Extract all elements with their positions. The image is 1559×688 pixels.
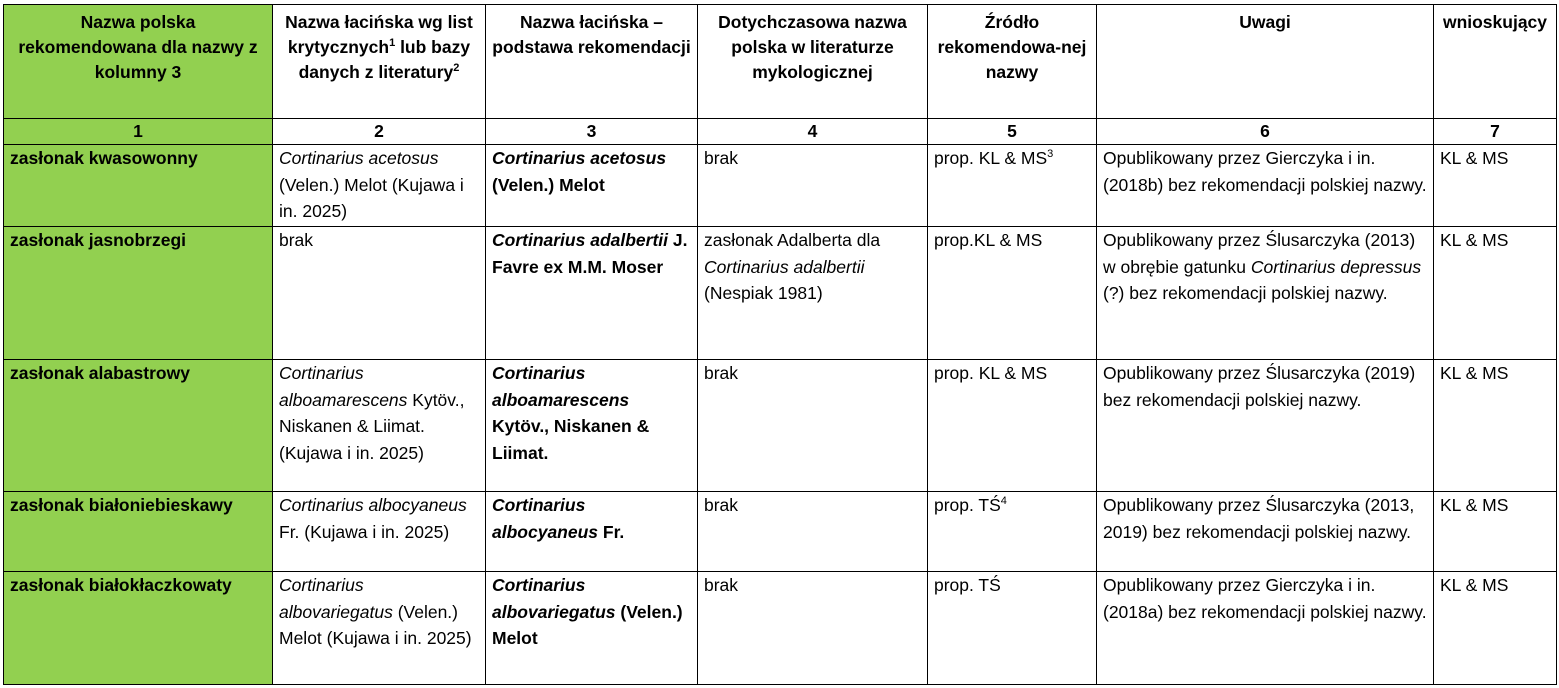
polish-name-cell: zasłonak kwasowonny [4, 145, 273, 227]
column-number: 2 [273, 119, 486, 145]
header-source: Źródło rekomendowa-nej nazwy [928, 5, 1097, 119]
latin-list-cell: Cortinarius acetosus (Velen.) Melot (Kujawa i in. 2025) [273, 145, 486, 227]
requester-cell: KL & MS [1434, 227, 1557, 360]
column-number: 3 [486, 119, 698, 145]
header-previous-name: Dotychczasowa nazwa polska w literaturze mykologicznej [698, 5, 928, 119]
column-number: 5 [928, 119, 1097, 145]
requester-cell: KL & MS [1434, 360, 1557, 492]
latin-list-cell: Cortinarius albovariegatus (Velen.) Melot (Kujawa i in. 2025) [273, 572, 486, 685]
table-row [4, 492, 1557, 572]
column-number: 7 [1434, 119, 1557, 145]
requester-cell: KL & MS [1434, 145, 1557, 227]
latin-basis-cell: Cortinarius albocyaneus Fr. [486, 492, 698, 572]
previous-name-cell: brak [698, 572, 928, 685]
source-cell: prop. TŚ [928, 572, 1097, 685]
column-number-row [4, 119, 1557, 145]
column-number: 1 [4, 119, 273, 145]
requester-cell: KL & MS [1434, 492, 1557, 572]
header-latin-basis: Nazwa łacińska – podstawa rekomendacji [486, 5, 698, 119]
latin-list-cell: brak [273, 227, 486, 360]
source-cell: prop. $TŚ^4$ [928, 492, 1097, 572]
source-cell: prop. KL & MS [928, 360, 1097, 492]
source-cell: prop.KL & MS [928, 227, 1097, 360]
latin-list-cell: Cortinarius albocyaneus Fr. (Kujawa i in. 2025) [273, 492, 486, 572]
latin-basis-cell: Cortinarius alboamarescens Kytöv., Niskanen & Liimat. [486, 360, 698, 492]
species-table [3, 4, 1557, 685]
previous-name-cell: brak [698, 492, 928, 572]
table-row [4, 360, 1557, 492]
header-requester: wnioskujący [1434, 5, 1557, 119]
notes-cell: Opublikowany przez Gierczyka i in. (2018b) bez rekomendacji polskiej nazwy. [1097, 145, 1434, 227]
column-number: 6 [1097, 119, 1434, 145]
polish-name-cell: zasłonak alabastrowy [4, 360, 273, 492]
header-row [4, 5, 1557, 119]
notes-cell: Opublikowany przez Ślusarczyka (2019) bez rekomendacji polskiej nazwy. [1097, 360, 1434, 492]
requester-cell: KL & MS [1434, 572, 1557, 685]
header-polish-name: Nazwa polska rekomendowana dla nazwy z kolumny 3 [4, 5, 273, 119]
column-number: 4 [698, 119, 928, 145]
table-row [4, 227, 1557, 360]
notes-cell: Opublikowany przez Gierczyka i in. (2018a) bez rekomendacji polskiej nazwy. [1097, 572, 1434, 685]
previous-name-cell: brak [698, 145, 928, 227]
notes-cell: Opublikowany przez Ślusarczyka (2013, 2019) bez rekomendacji polskiej nazwy. [1097, 492, 1434, 572]
latin-basis-cell: Cortinarius adalbertii J. Favre ex M.M. Moser [486, 227, 698, 360]
header-notes: Uwagi [1097, 5, 1434, 119]
table-row [4, 572, 1557, 685]
header-latin-list: Nazwa łacińska wg list krytycznych$^1$ lub bazy danych z literatury$^2$ [273, 5, 486, 119]
latin-basis-cell: Cortinarius albovariegatus (Velen.) Melot [486, 572, 698, 685]
source-cell: prop. KL & $MS^3$ [928, 145, 1097, 227]
previous-name-cell: brak [698, 360, 928, 492]
notes-cell: Opublikowany przez Ślusarczyka (2013) w obrębie gatunku Cortinarius depressus (?) bez rekomendacji polskiej nazwy. [1097, 227, 1434, 360]
polish-name-cell: zasłonak jasnobrzegi [4, 227, 273, 360]
polish-name-cell: zasłonak białoniebieskawy [4, 492, 273, 572]
latin-list-cell: Cortinarius alboamarescens Kytöv., Niskanen & Liimat. (Kujawa i in. 2025) [273, 360, 486, 492]
latin-basis-cell: Cortinarius acetosus (Velen.) Melot [486, 145, 698, 227]
polish-name-cell: zasłonak białokłaczkowaty [4, 572, 273, 685]
previous-name-cell: zasłonak Adalberta dla Cortinarius adalbertii (Nespiak 1981) [698, 227, 928, 360]
table-row [4, 145, 1557, 227]
